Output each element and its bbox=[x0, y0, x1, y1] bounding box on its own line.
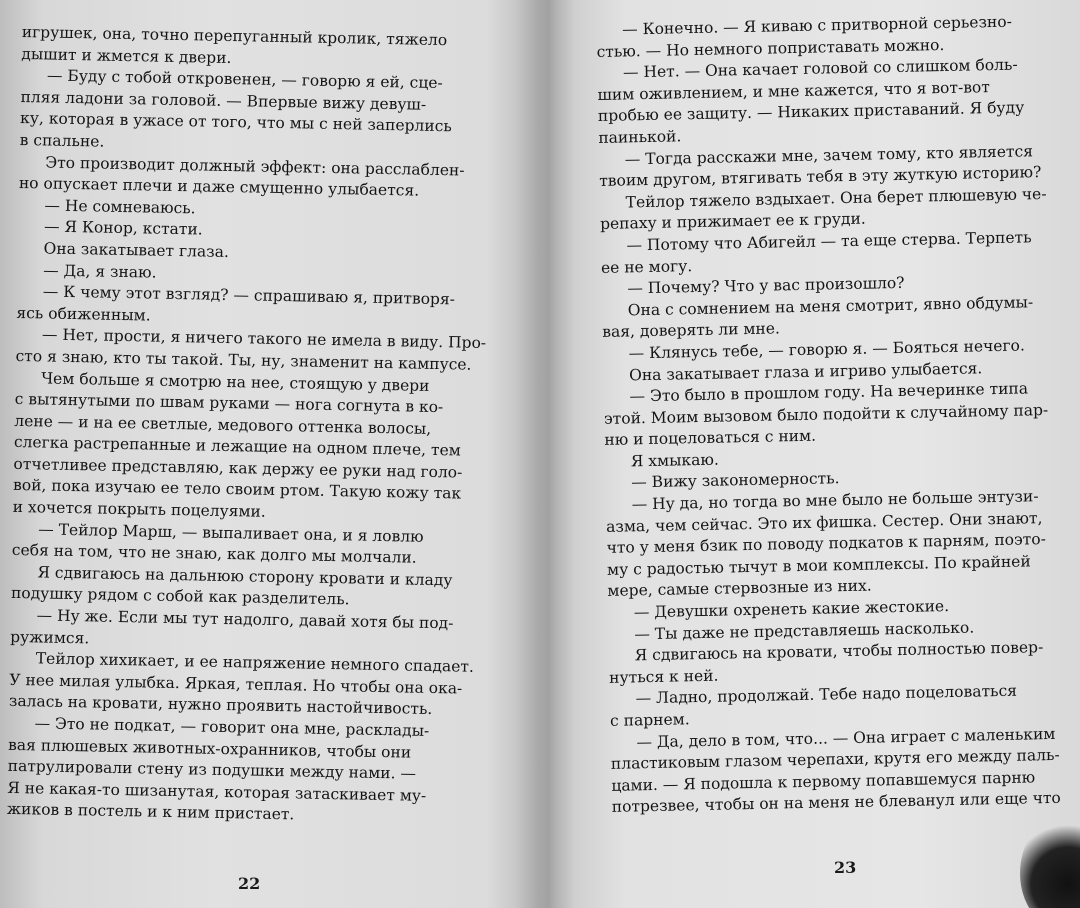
text-line: пробью ее защиту. — Никаких приставаний. Я буду bbox=[597, 98, 1025, 126]
text-line: репаху и прижимает ее к груди. bbox=[599, 209, 866, 234]
text-line: ружимся. bbox=[10, 627, 90, 648]
text-line: паинькой. bbox=[598, 127, 682, 147]
text-line: Она закатывает глаза. bbox=[43, 239, 230, 261]
text-line: Чем больше я смотрю на нее, стоящую у двери bbox=[40, 368, 430, 395]
text-line: вая, доверять ли мне. bbox=[602, 319, 781, 342]
text-line: сто я знаю, кто ты такой. Ты, ну, знаменит на кампусе. bbox=[15, 346, 472, 374]
text-line: и хочется покрыть поцелуями. bbox=[12, 497, 266, 521]
text-line: игрушек, она, точно перепуганный кролик, тяжело bbox=[21, 22, 448, 50]
text-line: — Не сомневаюсь. bbox=[44, 196, 196, 218]
text-line: У нее милая улыбка. Яркая, теплая. Но чтобы она ока- bbox=[9, 670, 463, 698]
text-line: шим оживлением, и мне кажется, что я вот-вот bbox=[597, 77, 991, 104]
text-line: ку, которая в ужасе от того, что мы с ней заперлись bbox=[19, 109, 452, 136]
text-line: — Тейлор Марш, — выпаливает она, и я ловлю bbox=[38, 520, 424, 546]
text-line: в спальне. bbox=[19, 130, 105, 151]
text-line: дышит и жмется к двери. bbox=[21, 44, 232, 67]
corner-shadow bbox=[1020, 818, 1080, 908]
text-line: — Потому что Абигейл — та еще стерва. Терпеть bbox=[626, 228, 1032, 255]
text-line: что у меня бзик по поводу подкатов к парням, поэто- bbox=[606, 530, 1047, 558]
text-line: Я не какая-то шизанутая, которая затаскивает му- bbox=[7, 778, 427, 805]
text-line: му с радостью тычут в мои комплексы. По крайней bbox=[606, 552, 1031, 579]
text-line: пляя ладони за головой. — Впервые вижу девуш- bbox=[20, 87, 427, 114]
text-line: пластиковым глазом черепахи, крутя его между паль- bbox=[610, 746, 1060, 774]
text-line: — Почему? Что у вас произошло? bbox=[627, 273, 905, 298]
text-line: патрулировали стену из подушки между нами. — bbox=[7, 757, 417, 783]
book-gutter bbox=[515, 0, 575, 908]
text-line: с парнем. bbox=[609, 710, 690, 730]
text-line: — Это не подкат, — говорит она мне, расклады- bbox=[34, 714, 430, 740]
text-line: — Девушки охренеть какие жестокие. bbox=[633, 597, 950, 622]
text-line: — К чему этот взгляд? — спрашиваю я, притворя- bbox=[42, 282, 456, 309]
text-line: — Я Конор, кстати. bbox=[43, 217, 203, 239]
text-line: — Клянусь тебе, — говорю я. — Бояться нечего. bbox=[628, 336, 1026, 363]
text-line: вая плюшевых животных-охранников, чтобы они bbox=[7, 735, 412, 762]
text-line: Я хмыкаю. bbox=[630, 450, 719, 471]
right-page-number: 23 bbox=[834, 858, 857, 877]
text-line: Тейлор тяжело вздыхает. Она берет плюшевую че- bbox=[625, 184, 1047, 212]
text-line: — Ну да, но тогда во мне было не больше энтузи- bbox=[631, 487, 1039, 514]
text-line: мере, самые стервозные из них. bbox=[607, 577, 872, 601]
text-line: ясь обиженным. bbox=[16, 303, 151, 325]
text-line: — Буду с тобой откровенен, — говорю я ей, сце- bbox=[46, 66, 443, 93]
text-line: подушку рядом с собой как разделитель. bbox=[10, 584, 350, 609]
text-line: — Конечно. — Я киваю с притворной серьезно- bbox=[622, 12, 1013, 39]
text-line: — Нет, прости, я ничего такого не имела в виду. Про- bbox=[41, 325, 487, 353]
text-line: Я сдвигаюсь на кровати, чтобы полностью повер- bbox=[634, 638, 1044, 665]
text-line: этой. Моим вызовом было подойти к случайному пар- bbox=[603, 400, 1049, 428]
left-page-number: 22 bbox=[238, 874, 261, 893]
text-line: вой, пока изучаю ее тело своим ртом. Такую кожу так bbox=[12, 476, 462, 503]
text-line: — Это было в прошлом году. На вечеринке типа bbox=[629, 379, 1029, 406]
text-line: — Ладно, продолжай. Тебе надо поцеловаться bbox=[635, 682, 1018, 708]
text-line: Она с сомнением на меня смотрит, явно обдумы- bbox=[627, 293, 1034, 320]
text-line: потрезвее, чтобы он на меня не блеванул или еще что bbox=[611, 789, 1061, 817]
text-line: азма, чем сейчас. Это их фишка. Сестер. Они знают, bbox=[605, 508, 1043, 536]
text-line: твоим другом, втягивать тебя в эту жуткую историю? bbox=[599, 163, 1042, 191]
text-line: — Да, я знаю. bbox=[43, 260, 157, 282]
text-line: — Тогда расскажи мне, зачем тому, кто является bbox=[624, 141, 1034, 169]
text-line: лене — и на ее светлые, медового оттенка волосы, bbox=[14, 411, 432, 438]
right-page bbox=[596, 11, 1080, 819]
text-line: стью. — Но немного поприставать можно. bbox=[596, 35, 945, 61]
text-line: Она закатывает глаза и игриво улыбается. bbox=[628, 358, 983, 384]
text-line: с вытянутыми по швам руками — нога согнута в ко- bbox=[14, 390, 444, 417]
text-line: ню и поцеловаться с ним. bbox=[604, 426, 817, 450]
text-line: Тейлор хихикает, и ее напряжение немного спадает. bbox=[35, 649, 475, 677]
text-line: Я сдвигаюсь на дальнюю сторону кровати и кладу bbox=[37, 563, 453, 590]
text-line: нуться к ней. bbox=[609, 666, 719, 687]
text-line: залась на кровати, нужно проявить настойчивость. bbox=[8, 692, 433, 719]
text-line: — Ну же. Если мы тут надолго, давай хотя бы под- bbox=[36, 606, 454, 633]
text-line: — Да, дело в том, что... — Она играет с маленьким bbox=[636, 724, 1056, 751]
text-line: жиков в постель и к ним пристает. bbox=[6, 800, 295, 824]
text-line: — Вижу закономерность. bbox=[631, 469, 840, 492]
text-line: — Ты даже не представляешь насколько. bbox=[634, 618, 975, 643]
text-line: цами. — Я подошла к первому попавшемуся парню bbox=[611, 768, 1036, 795]
text-line: но опускает плечи и даже смущенно улыбается. bbox=[18, 174, 420, 200]
left-page bbox=[7, 22, 506, 830]
text-line: слегка растрепанные и лежащие на одном плече, тем bbox=[13, 433, 461, 460]
text-line: отчетливее представляю, как держу ее руки над голо- bbox=[13, 454, 463, 482]
text-line: Это производит должный эффект: она расслаблен- bbox=[45, 153, 465, 180]
text-line: ее не могу. bbox=[600, 256, 693, 277]
text-line: себя на том, что не знаю, как долго мы молчали. bbox=[11, 541, 417, 567]
text-line: — Нет. — Она качает головой со слишком боль- bbox=[622, 55, 1018, 82]
